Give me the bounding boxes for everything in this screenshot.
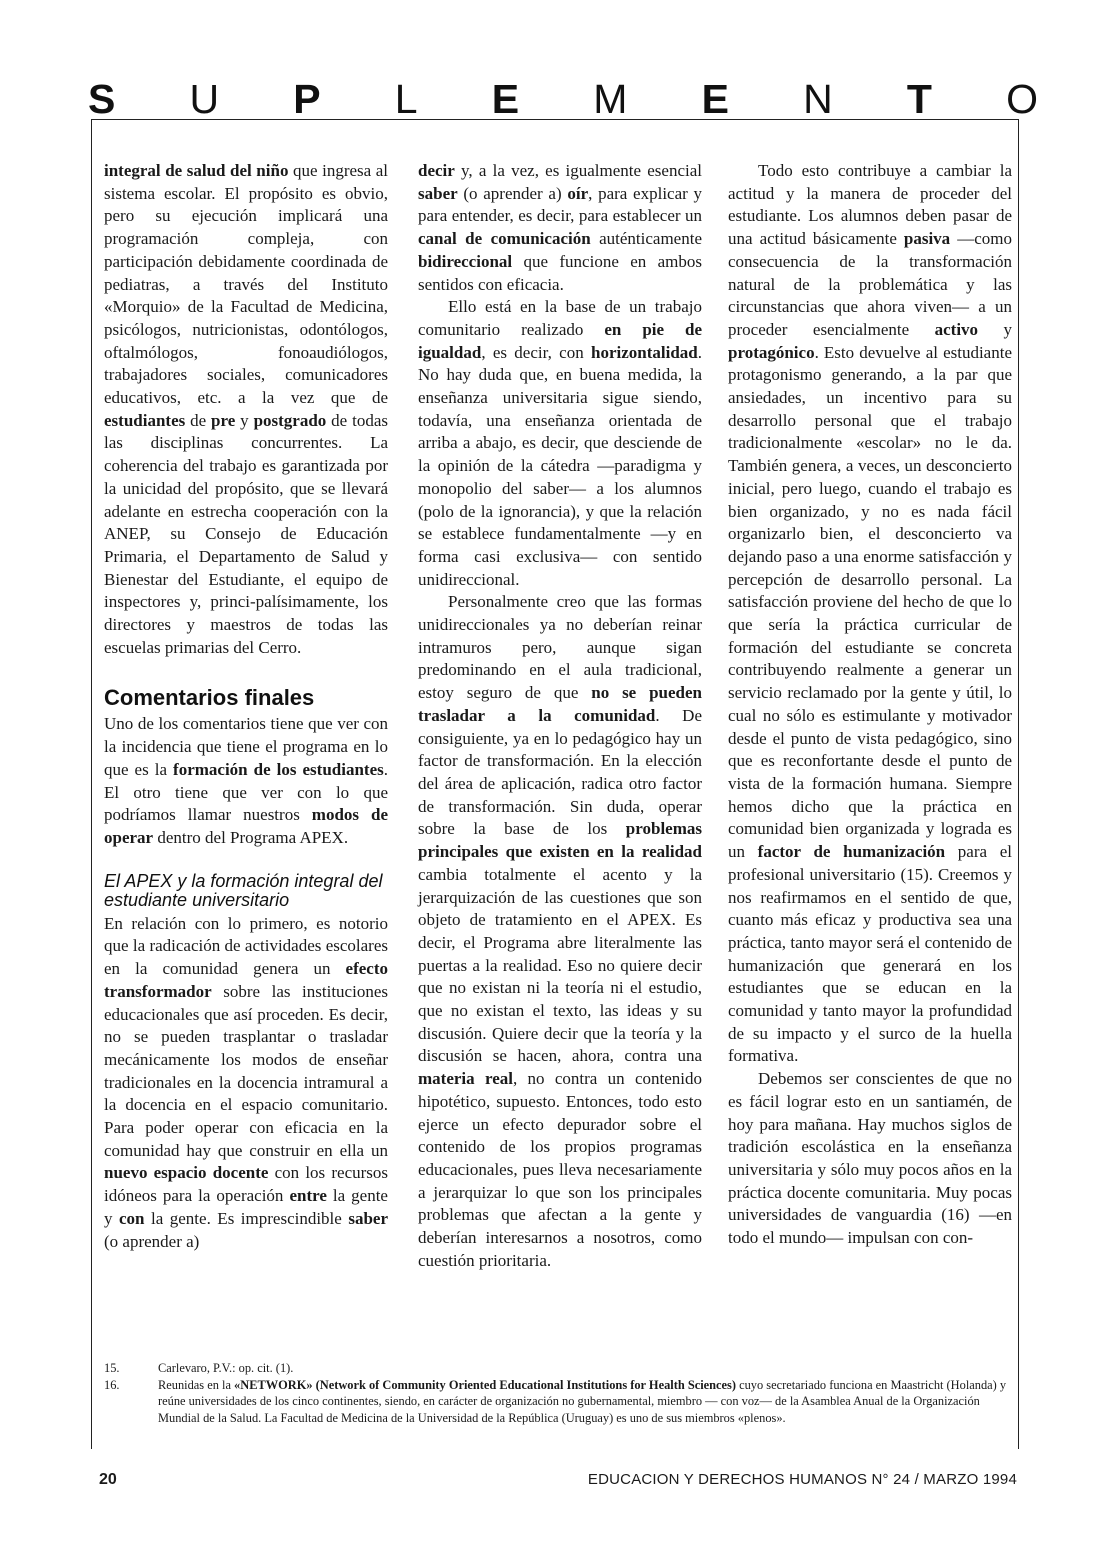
- text-run: para el profesional universitario (15). Creemos y nos reafirmamos en el sentido de que, cuanto más eficaz y productiva sea una práctica, tanto mayor será el contenido de humanización que generará en los estudiantes que se educan en la comunidad y tanto mayor la profundidad de su impacto y el surco de la huella formativa.: [728, 842, 1012, 1066]
- text-run: Debemos ser conscientes de que no es fácil lograr esto en un santiamén, de hoy para mañana. Hay muchos siglos de tradición escolástica en la enseñanza universitaria y sólo muy pocos años en la práctica docente comunitaria. Muy pocas universidades de vanguardia (16) —en todo el mundo— impulsan con con-: [728, 1069, 1012, 1248]
- text-run: Personalmente creo que las formas unidireccionales ya no deberían reinar intramuros pero, aunque sigan predominando en el aula tradicional, estoy seguro de que: [418, 592, 702, 703]
- text-run: y: [235, 410, 254, 430]
- text-run: cambia totalmente el acento y la jerarquización de las cuestiones que son objeto de tratamiento en el APEX. Es decir, el Programa abre literalmente las puertas a la realidad. Eso no quiere decir que no existan ni la teoría ni el estudio, que no existan el texto, las ideas y su discusión. Quiere decir que la teoría y la discusión se hacen, ahora, contra una: [418, 864, 702, 1066]
- header-letter: T: [906, 75, 932, 122]
- text-run: auténticamente: [590, 229, 702, 249]
- text-run: . Esto devuelve al estudiante protagonismo generando, a la par que ansiedades, un incentivo para su desarrollo personal que el trabajo tradicionalmente «escolar» no le da. También genera, a veces, un desconcierto inicial, pero luego, cuando el trabajo es bien organizado, y no es nada fácil organizarlo bien, el desconcierto va dejando paso a una enorme satisfacción y percepción de desarrollo personal. La satisfacción proviene del hecho de que lo que sería la práctica curricular de formación del estudiante se concreta contribuyendo realmente a generar un servicio reclamado por la gente y útil, lo cual no sólo es estimulante y motivador desde el punto de vista pedagógico, sino que es reconfortante desde el punto de vista de la formación humana. Siempre hemos dicho que la práctica en comunidad bien organizada y lograda es un: [728, 342, 1012, 862]
- text-run: Ello está en la base de un trabajo comunitario realizado: [418, 297, 702, 339]
- page-footer: [99, 1471, 1017, 1489]
- bold-phrase: entre: [289, 1186, 327, 1206]
- footnote: [104, 1377, 1016, 1427]
- text-run: que ingresa al sistema escolar. El propósito es obvio, pero su ejecución implicará una programación compleja, con participación debidamente coordinada de pediatras, a través del Instituto «Morquio» de la Facultad de Medicina, psicólogos, nutricionistas, odontólogos, oftalmólogos, fonoaudiólogos, trabajadores sociales, comunicadores educativos, etc. a la vez que de: [104, 161, 388, 408]
- bold-phrase: pasiva: [903, 229, 951, 249]
- text-run: la gente. Es imprescindible: [144, 1208, 349, 1228]
- text-run: , es decir, con: [481, 342, 591, 362]
- bold-phrase: no se pueden trasladar a la comunidad: [418, 683, 702, 725]
- bold-phrase: activo: [934, 319, 979, 339]
- text-run: Carlevaro, P.V.: op. cit. (1).: [158, 1361, 294, 1375]
- footnote-text: [158, 1377, 1016, 1427]
- supplement-header: [88, 74, 1038, 124]
- bold-phrase: saber: [348, 1208, 388, 1228]
- text-run: sobre las instituciones educacionales que así proceden. Es decir, no se pueden trasplantar o trasladar mecánicamente los modos de enseñar tradicionales en la docencia intramural a la docencia en el espacio comunitario. Para poder operar con eficacia en la comunidad hay que construir en ella un: [104, 981, 388, 1160]
- footnote-number: 16.: [104, 1377, 120, 1392]
- header-letter: M: [593, 75, 628, 122]
- bold-phrase: pre: [211, 410, 236, 430]
- header-letter: U: [189, 75, 220, 122]
- text-column-2: [418, 160, 702, 1272]
- footnote-text: [158, 1360, 1016, 1377]
- text-run: En relación con lo primero, es notorio que la radicación de actividades escolares en la comunidad genera un: [104, 913, 388, 979]
- bold-phrase: problemas principales que existen en la realidad: [418, 819, 702, 862]
- subsection-heading: El APEX y la formación integral del estudiante universitario: [104, 870, 383, 910]
- paragraph: [418, 591, 702, 1272]
- text-column-1: [104, 160, 388, 1253]
- text-run: de todas las disciplinas concurrentes. La coherencia del trabajo es garantizada por la unicidad del propósito, que se llevará adelante en estrecha cooperación con la ANEP, su Consejo de Educación Primaria, el Departamento de Salud y Bienestar del Estudiante, el equipo de inspectores y, princi-palísimamente, los directores y maestros de todas las escuelas primarias del Cerro.: [104, 410, 388, 657]
- text-run: que funcione en ambos sentidos con eficacia.: [418, 251, 702, 294]
- header-letter: O: [1006, 75, 1038, 122]
- paragraph: [728, 160, 1012, 1068]
- text-run: cuyo secretariado funciona en Maastricht (Holanda) y reúne universidades de los cinco continentes, siendo, en carácter de organización no gubernamental, miembro — con voz— de la Asamblea Anual de la Organización Mundial de la Salud. La Facultad de Medicina de la Universidad de la República (Uruguay) es uno de sus miembros «plenos».: [158, 1377, 1007, 1425]
- header-letter: N: [803, 75, 833, 122]
- footnote: [104, 1360, 1016, 1377]
- paragraph: [104, 913, 388, 1254]
- bold-phrase: canal de comunicación: [418, 229, 591, 249]
- text-run: (o aprender a): [457, 183, 568, 203]
- header-letter: L: [394, 75, 418, 122]
- paragraph: [418, 296, 702, 591]
- text-run: . El otro tiene que ver con lo que podríamos llamar nuestros: [104, 759, 388, 825]
- bold-phrase: (Network of Community Oriented Educational Institutions for Health Sciences): [315, 1377, 736, 1392]
- text-run: Reunidas en la: [158, 1377, 235, 1392]
- bold-phrase: modos de operar: [104, 805, 388, 847]
- section-heading: Comentarios finales: [104, 685, 315, 711]
- bold-phrase: en pie de igualdad: [418, 319, 702, 362]
- bold-phrase: efecto transformador: [104, 959, 388, 1001]
- text-run: Todo esto contribuye a cambiar la actitud y la manera de proceder del estudiante. Los alumnos deben pasar de una actitud básicamente: [728, 161, 1012, 249]
- publication-info: EDUCACION Y DERECHOS HUMANOS N° 24 / MARZO 1994: [587, 1471, 1017, 1488]
- bold-phrase: postgrado: [253, 410, 327, 430]
- bold-phrase: formación de los estudiantes: [173, 759, 384, 779]
- text-run: con los recursos idóneos para la operación: [104, 1163, 389, 1206]
- bold-phrase: integral de salud del niño: [104, 161, 289, 180]
- text-run: Uno de los comentarios tiene que ver con la incidencia que tiene el programa en lo que es la: [104, 714, 388, 779]
- paragraph: [418, 160, 702, 296]
- header-letter: E: [491, 75, 520, 122]
- text-run: . No hay duda que, en buena medida, la enseñanza universitaria sigue siendo, todavía, una enseñanza orientada de arriba a abajo, es decir, que desciende de la opinión de la cátedra —paradigma y monopolio del saber— a los alumnos (polo de la ignorancia), y que la relación se establece fundamentalmente —y en forma casi exclusiva— con sentido unidireccional.: [418, 342, 702, 589]
- text-run: dentro del Programa APEX.: [153, 827, 349, 847]
- text-run: (o aprender a): [104, 1231, 200, 1251]
- header-letter: S: [88, 75, 116, 122]
- text-run: la gente y: [104, 1186, 388, 1228]
- text-run: de: [185, 410, 212, 430]
- paragraph: [104, 160, 388, 659]
- text-run: y, a la vez, es igualmente esencial: [454, 161, 702, 180]
- text-run: , no contra un contenido hipotético, supuesto. Entonces, todo esto ejerce un efecto depurador sobre el contenido de los propios programas educacionales, pues lleva necesariamente a jerarquizar lo que son los principales problemas que afectan a la gente y deberían interesarnos a nosotros, como cuestión prioritaria.: [418, 1069, 702, 1270]
- bold-phrase: estudiantes: [104, 410, 186, 430]
- bold-phrase: decir: [418, 161, 455, 180]
- paragraph: [104, 713, 388, 849]
- text-run: y: [978, 319, 1012, 339]
- bold-phrase: horizontalidad: [591, 342, 698, 362]
- bold-phrase: «NETWORK»: [234, 1377, 313, 1392]
- footnote-number: 15.: [104, 1361, 120, 1375]
- header-letter: P: [293, 75, 321, 122]
- page-number: 20: [99, 1471, 117, 1488]
- bold-phrase: saber: [418, 183, 458, 203]
- text-run: . De consiguiente, ya en lo pedagógico hay un factor de transformación. En la elección del área de aplicación, radica otro factor de transformación. Sin duda, operar sobre la base de los: [418, 705, 702, 839]
- text-run: —como consecuencia de la transformación natural de la problemática y las circunstancias que ahora viven— a un proceder esencialmente: [728, 229, 1012, 339]
- footnotes: [104, 1360, 1016, 1426]
- bold-phrase: protagónico: [728, 342, 815, 362]
- bold-phrase: factor de humanización: [757, 842, 946, 862]
- text-run: , para explicar y para entender, es decir, para establecer un: [418, 183, 703, 226]
- bold-phrase: materia real: [418, 1069, 513, 1089]
- bold-phrase: bidireccional: [418, 251, 513, 271]
- text-column-3: [728, 160, 1012, 1250]
- paragraph: [728, 1068, 1012, 1250]
- bold-phrase: oír: [567, 183, 589, 203]
- bold-phrase: con: [119, 1208, 145, 1228]
- header-letter: E: [701, 75, 729, 122]
- bold-phrase: nuevo espacio docente: [104, 1163, 269, 1183]
